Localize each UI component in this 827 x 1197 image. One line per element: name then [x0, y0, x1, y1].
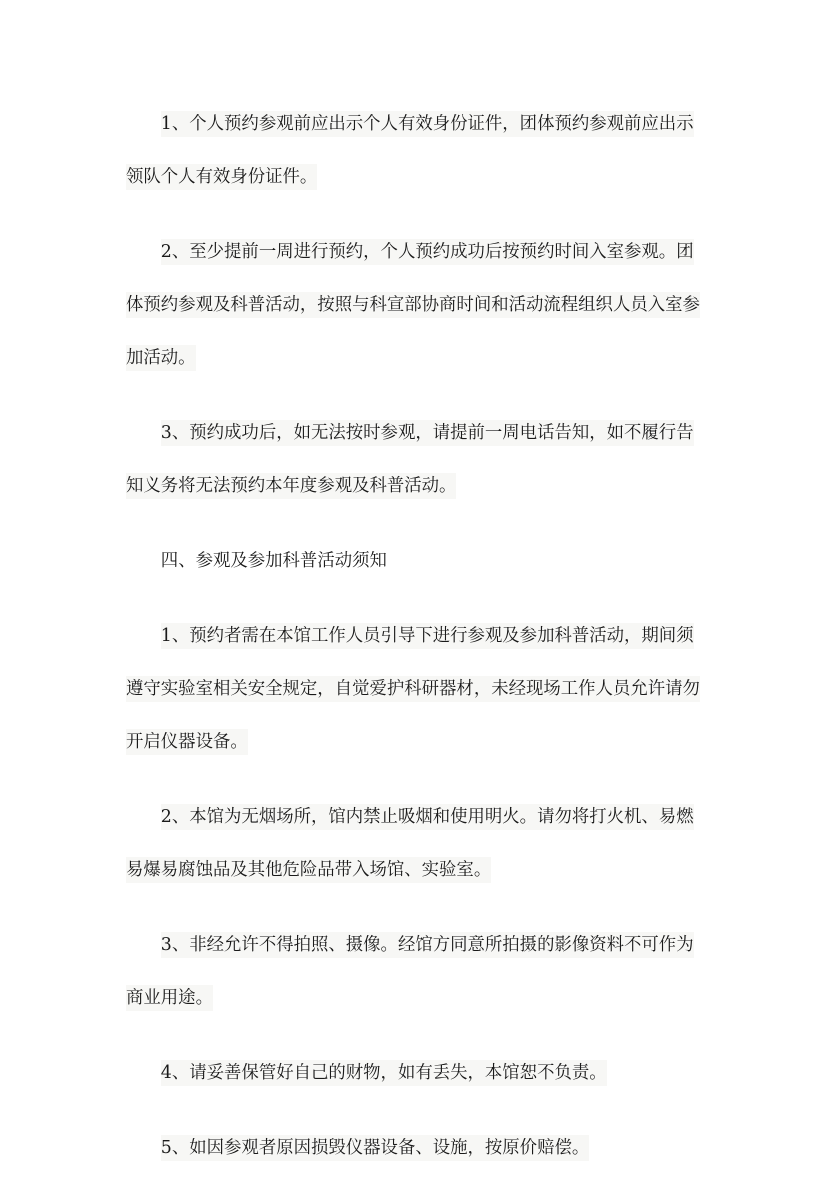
- paragraph-text: 5、如因参观者原因损毁仪器设备、设施，按原价赔偿。: [161, 1135, 589, 1161]
- paragraph-text: 1、预约者需在本馆工作人员引导下进行参观及参加科普活动，期间须遵守实验室相关安全规定，自觉爱护科研器材，未经现场工作人员允许请勿开启仪器设备。: [126, 623, 700, 755]
- section-heading-text: 四、参观及参加科普活动须知: [160, 551, 387, 571]
- paragraph-text: 4、请妥善保管好自己的财物，如有丢失，本馆恕不负责。: [161, 1060, 607, 1086]
- paragraph-rules-photography: [126, 919, 702, 1025]
- paragraph-text: 2、至少提前一周进行预约，个人预约成功后按预约时间入室参观。团体预约参观及科普活动，按照与科宣部协商时间和活动流程组织人员入室参加活动。: [126, 239, 700, 371]
- paragraph-booking-id: [126, 98, 702, 204]
- paragraph-text: 3、预约成功后，如无法按时参观，请提前一周电话告知，如不履行告知义务将无法预约本年度参观及科普活动。: [126, 420, 694, 499]
- paragraph-rules-belongings: [126, 1047, 702, 1100]
- paragraph-booking-cancel: [126, 407, 702, 513]
- paragraph-text: 2、本馆为无烟场所，馆内禁止吸烟和使用明火。请勿将打火机、易燃易爆易腐蚀品及其他危险品带入场馆、实验室。: [126, 804, 694, 883]
- paragraph-text: 3、非经允许不得拍照、摄像。经馆方同意所拍摄的影像资料不可作为商业用途。: [126, 932, 694, 1011]
- document-body: [126, 98, 702, 1197]
- paragraph-rules-guidance: [126, 610, 702, 769]
- paragraph-text: 1、个人预约参观前应出示个人有效身份证件，团体预约参观前应出示领队个人有效身份证件。: [126, 111, 694, 190]
- paragraph-rules-damage: [126, 1122, 702, 1175]
- paragraph-booking-advance: [126, 226, 702, 385]
- section-heading: [126, 535, 702, 588]
- paragraph-rules-smoking: [126, 791, 702, 897]
